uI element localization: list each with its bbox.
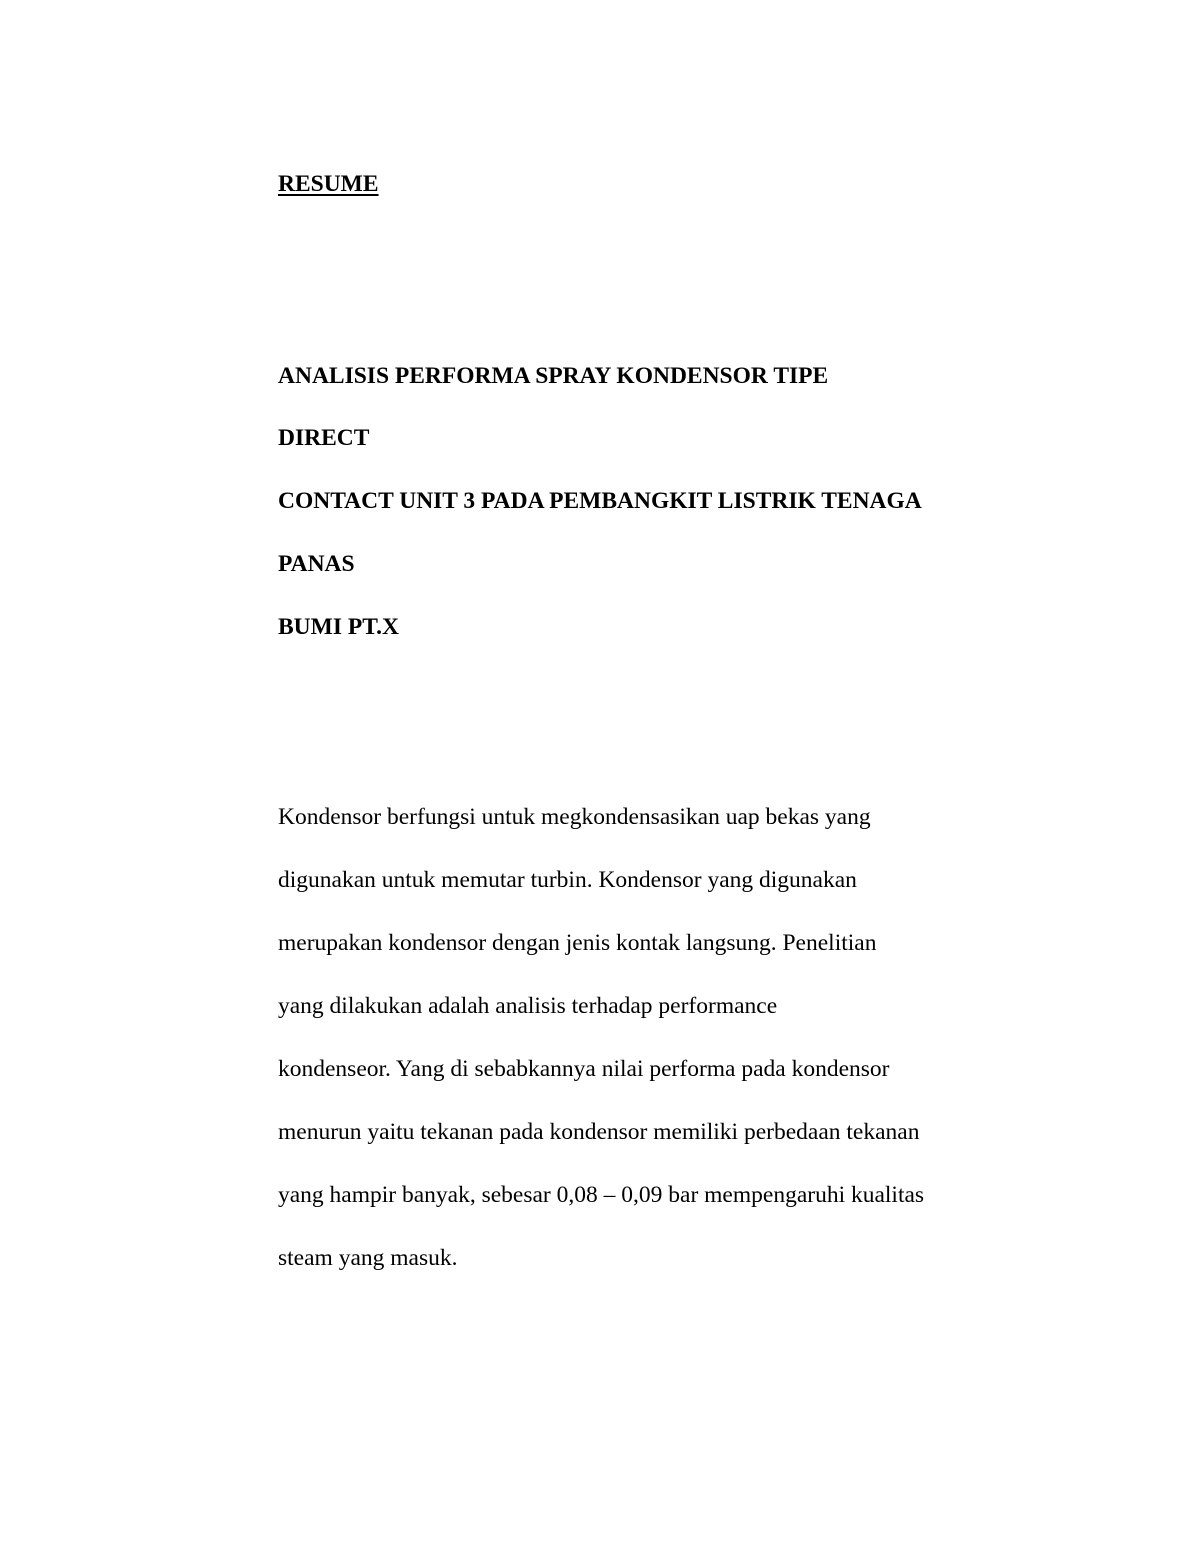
body-text-line: yang dilakukan adalah analisis terhadap performance [278,993,778,1019]
body-text-line: merupakan kondensor dengan jenis kontak langsung. Penelitian [278,930,877,956]
body-text-line: digunakan untuk memutar turbin. Kondensor yang digunakan [278,867,857,893]
body-text-line: Kondensor berfungsi untuk megkondensasikan uap bekas yang [278,804,871,830]
title-line: PANAS [278,551,355,577]
title-line: CONTACT UNIT 3 PADA PEMBANGKIT LISTRIK TENAGA [278,488,922,514]
title-line: DIRECT [278,425,370,451]
resume-heading: RESUME [278,171,379,197]
body-text-line: menurun yaitu tekanan pada kondensor memiliki perbedaan tekanan [278,1119,920,1145]
title-line: ANALISIS PERFORMA SPRAY KONDENSOR TIPE [278,363,829,389]
title-line: BUMI PT.X [278,614,399,640]
body-text-line: kondenseor. Yang di sebabkannya nilai performa pada kondensor [278,1056,890,1082]
body-text-line: steam yang masuk. [278,1245,458,1271]
body-text-line: yang hampir banyak, sebesar 0,08 – 0,09 bar mempengaruhi kualitas [278,1182,925,1208]
